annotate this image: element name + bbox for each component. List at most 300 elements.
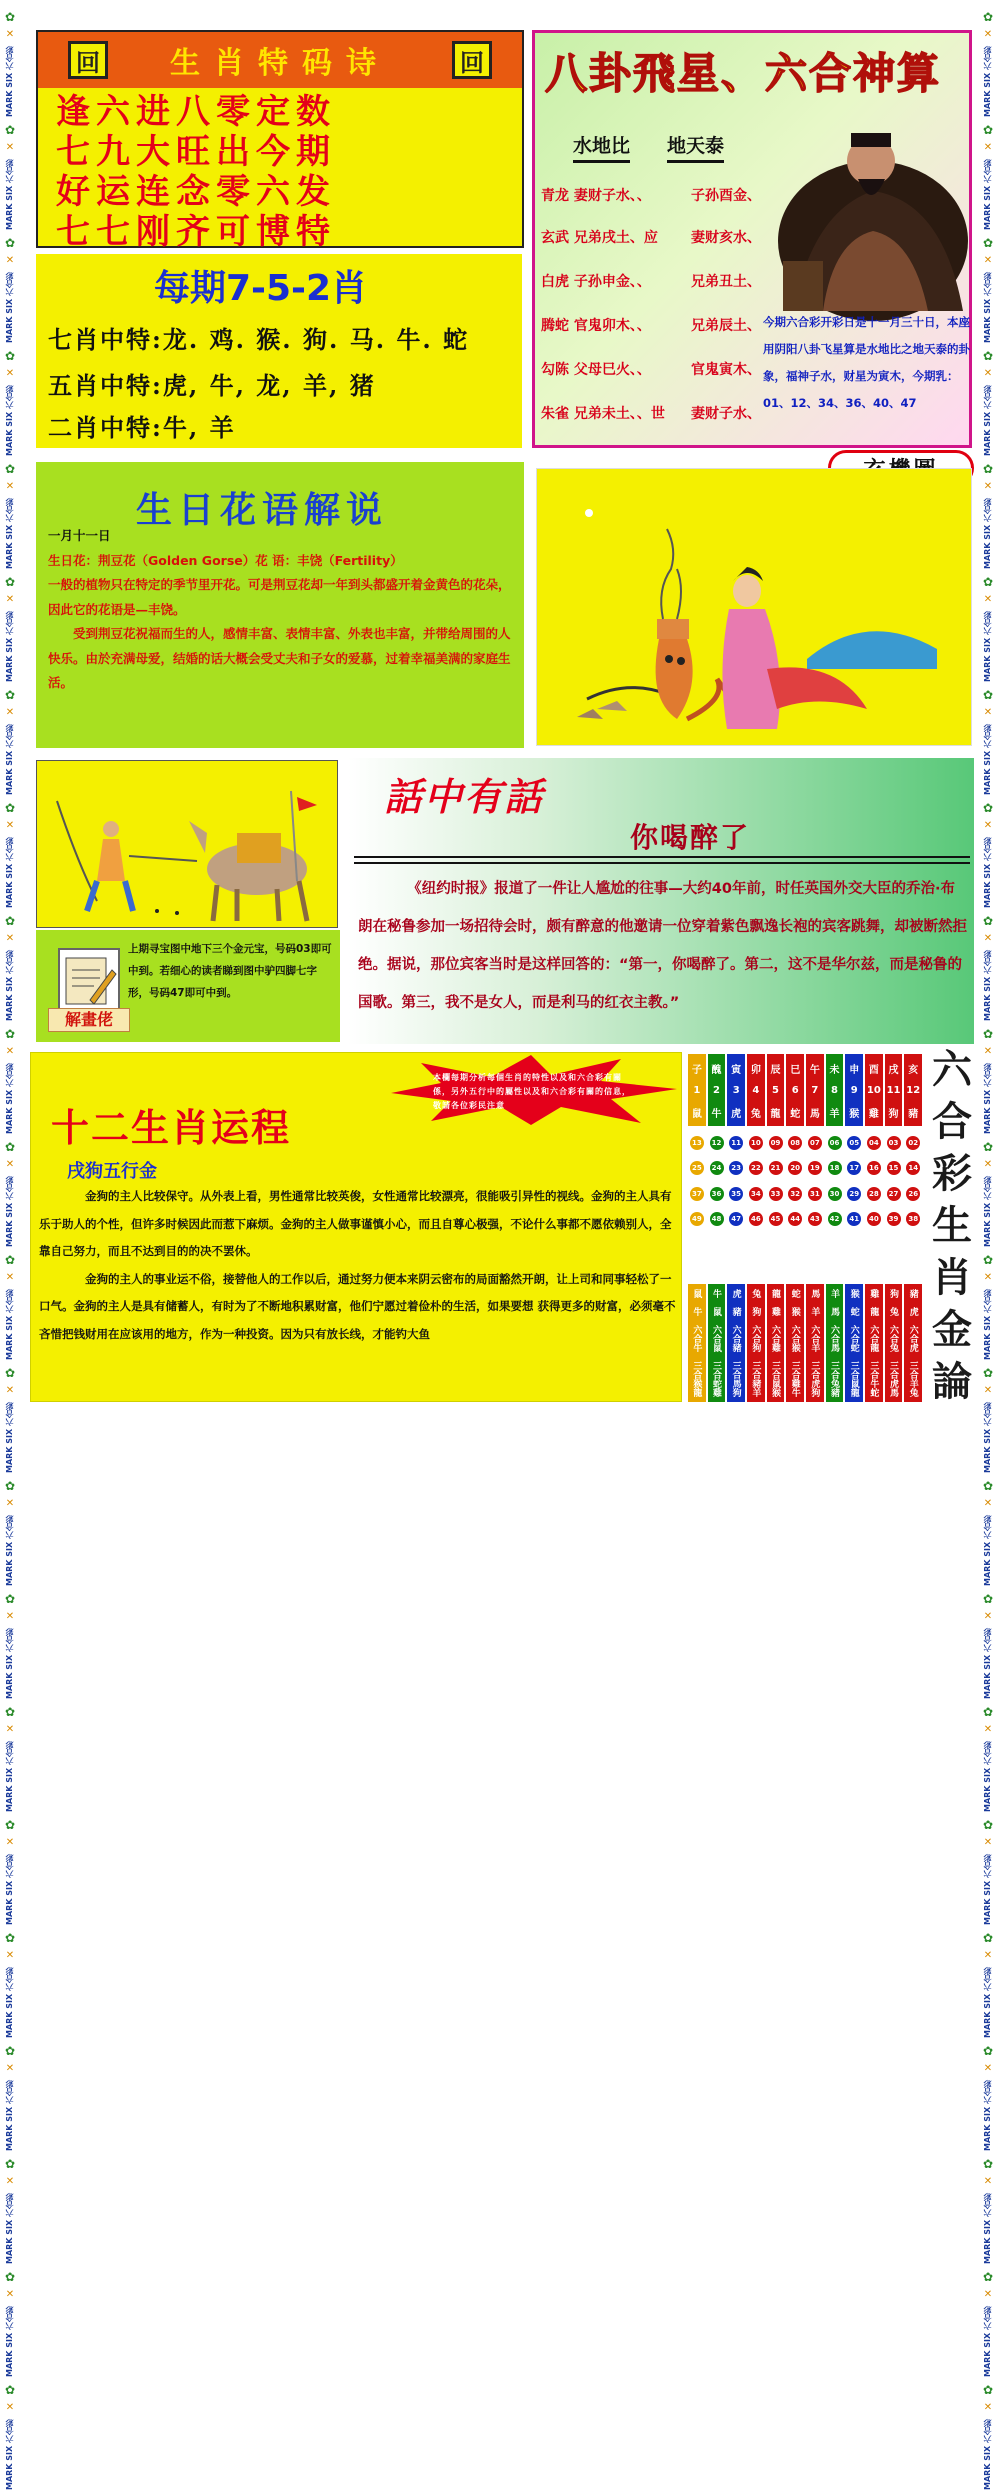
incense-scene-illustration [536, 468, 972, 746]
number-ball: 32 [788, 1187, 802, 1201]
mark-six-label: MARK SIX 六合彩 [983, 1741, 992, 1812]
zodiac-column [904, 1054, 922, 1402]
zodiac-gap [786, 1236, 804, 1284]
zodiac-header-cell: 鼠 [691, 1108, 702, 1120]
gua-row [541, 359, 761, 379]
zodiac-gap [727, 1236, 745, 1284]
saying-divider [354, 856, 970, 864]
number-ball: 23 [729, 1161, 743, 1175]
zodiac-header-cell: 3 [732, 1084, 740, 1096]
zodiac-number-table [688, 1054, 922, 1404]
zodiac-pick-panel [36, 254, 522, 448]
number-ball: 42 [828, 1212, 842, 1226]
zodiac-relations [688, 1284, 706, 1402]
zodiac-relation-cell: 六合猴 [789, 1325, 800, 1353]
flower-ornament-icon: ✿ [4, 349, 16, 363]
mark-six-label: MARK SIX 六合彩 [983, 837, 992, 908]
mark-six-label: MARK SIX 六合彩 [983, 724, 992, 795]
flower-ornament-icon: ✿ [982, 1479, 994, 1493]
zodiac-number-balls [786, 1126, 804, 1236]
number-ball: 02 [906, 1136, 920, 1150]
number-ball: 34 [749, 1187, 763, 1201]
flower-ornament-icon: ✿ [4, 2270, 16, 2284]
mark-six-label: MARK SIX 六合彩 [983, 2306, 992, 2377]
number-ball: 25 [690, 1161, 704, 1175]
donkey-scene-drawing [37, 761, 339, 929]
mark-six-label: MARK SIX 六合彩 [5, 159, 14, 230]
gua-row-right: 妻财亥水、 [691, 230, 761, 246]
flower-ornament-icon: ✿ [4, 1818, 16, 1832]
number-ball: 38 [906, 1212, 920, 1226]
gua-row-right: 妻财子水、 [691, 406, 761, 422]
zodiac-header-cell: 巳 [790, 1064, 801, 1076]
mark-six-label: MARK SIX 六合彩 [983, 611, 992, 682]
zodiac-relation-cell: 龍 [770, 1288, 781, 1298]
zodiac-relations [845, 1284, 863, 1402]
mark-six-label: MARK SIX 六合彩 [5, 2080, 14, 2151]
zodiac-gap [708, 1236, 726, 1284]
cross-ornament-icon: ✕ [5, 1046, 15, 1057]
gua-row-left: 白虎 子孙申金、、 [541, 274, 651, 290]
sage-figure-illustration [753, 121, 973, 321]
fortune-paragraph: 金狗的主人比较保守。从外表上看，男性通常比较英俊，女性通常比较漂亮，很能吸引异性的视线。金狗的主人具有乐于助人的个性，但许多时候因此而惹下麻烦。金狗的主人做事谨慎小心，而且自尊心极强，不论什么事都不愿依赖别人，全靠自己努力，而且不达到目的的决不罢休。 [39, 1189, 672, 1258]
zodiac-header-cell: 12 [906, 1084, 921, 1096]
gua-row [541, 315, 761, 335]
incense-scene-drawing [537, 469, 973, 747]
left-side-strip [0, 0, 20, 2490]
zodiac-header-cell: 8 [831, 1084, 839, 1096]
number-ball: 09 [769, 1136, 783, 1150]
zodiac-relation-cell: 三合鼠龍 [848, 1361, 859, 1398]
flower-ornament-icon: ✿ [4, 1592, 16, 1606]
flower-ornament-icon: ✿ [982, 236, 994, 250]
flower-ornament-icon: ✿ [982, 1931, 994, 1945]
zodiac-relation-cell: 狗 [888, 1288, 899, 1298]
mark-six-label: MARK SIX 六合彩 [983, 1628, 992, 1699]
zodiac-header-cell: 兔 [750, 1108, 761, 1120]
zodiac-relation-cell: 三合虎馬 [888, 1361, 899, 1398]
zodiac-relation-cell: 鼠 [711, 1306, 721, 1316]
saying-body: 《纽约时报》报道了一件让人尴尬的往事—大约40年前，时任英国外交大臣的乔治·布朗在秘鲁参加一场招待会时，颇有醉意的他邀请一位穿着紫色飘逸长袍的宾客跳舞，却被断然拒绝。据说，那位宾客当时是这样回答的：“第一，你喝醉了。第二，这不是华尔兹，而是秘鲁的国歌。第三，我不是女人，而是利马的红衣主教。” [358, 881, 967, 1011]
flower-ornament-icon: ✿ [4, 1253, 16, 1267]
zodiac-gap [767, 1236, 785, 1284]
flower-ornament-icon: ✿ [982, 575, 994, 589]
cross-ornament-icon: ✕ [983, 1611, 993, 1622]
poem-title: 生肖特码诗 [170, 46, 390, 81]
bagua-note: 今期六合彩开彩日是十一月三十日，本座用阴阳八卦飞星算是水地比之地天泰的卦象，福神子水，财星为寅木，今期乳：01、12、34、36、40、47 [763, 315, 970, 410]
mark-six-label: MARK SIX 六合彩 [5, 1967, 14, 2038]
zodiac-relation-cell: 三合蛇雞 [711, 1361, 721, 1398]
cross-ornament-icon: ✕ [5, 2402, 15, 2413]
flower-ornament-icon: ✿ [4, 236, 16, 250]
number-ball: 03 [887, 1136, 901, 1150]
number-ball: 27 [887, 1187, 901, 1201]
zodiac-relations [806, 1284, 824, 1402]
cross-ornament-icon: ✕ [5, 481, 15, 492]
zodiac-header-cell: 牛 [711, 1108, 722, 1120]
birthday-flower-panel [36, 462, 524, 748]
cross-ornament-icon: ✕ [5, 1837, 15, 1848]
flower-ornament-icon: ✿ [4, 10, 16, 24]
zodiac-header-cell: 子 [691, 1064, 702, 1076]
zodiac-header-cell: 醜 [711, 1064, 722, 1076]
mark-six-label: MARK SIX 六合彩 [983, 950, 992, 1021]
zodiac-relation-cell: 三合羊兔 [907, 1361, 918, 1398]
mark-six-label: MARK SIX 六合彩 [983, 2419, 992, 2490]
mark-six-label: MARK SIX 六合彩 [5, 1854, 14, 1925]
number-ball: 12 [710, 1136, 724, 1150]
bagua-title: 八卦飛星、六合神算 [545, 49, 942, 98]
mark-six-label: MARK SIX 六合彩 [5, 46, 14, 117]
zodiac-columns [688, 1054, 922, 1402]
mark-six-label: MARK SIX 六合彩 [983, 1967, 992, 2038]
right-side-strip [978, 0, 998, 2490]
zodiac-header-cell: 豬 [908, 1108, 919, 1120]
cross-ornament-icon: ✕ [5, 933, 15, 944]
flower-ornament-icon: ✿ [982, 1140, 994, 1154]
pick-row-seven: 七肖中特:龙. 鸡. 猴. 狗. 马. 牛. 蛇 [48, 325, 470, 354]
mark-six-label: MARK SIX 六合彩 [983, 385, 992, 456]
gua-head-earth-heaven: 地天泰 [667, 131, 724, 163]
flower-ornament-icon: ✿ [982, 123, 994, 137]
number-ball: 04 [867, 1136, 881, 1150]
number-ball: 06 [828, 1136, 842, 1150]
pick-row-five: 五肖中特:虎, 牛, 龙, 羊, 猪 [48, 371, 376, 400]
zodiac-relation-cell: 豬 [730, 1306, 741, 1316]
mark-six-label: MARK SIX 六合彩 [5, 1289, 14, 1360]
zodiac-header-cell: 5 [772, 1084, 779, 1096]
zodiac-column [747, 1054, 765, 1402]
number-ball: 47 [729, 1212, 743, 1226]
zodiac-header-cell: 9 [850, 1084, 858, 1096]
zodiac-header-cell: 10 [866, 1084, 881, 1096]
notebook-icon [58, 948, 120, 1012]
flower-ornament-icon: ✿ [982, 462, 994, 476]
zodiac-number-balls [865, 1126, 883, 1236]
cross-ornament-icon: ✕ [983, 2402, 993, 2413]
mark-six-label: MARK SIX 六合彩 [983, 1289, 992, 1360]
cross-ornament-icon: ✕ [983, 142, 993, 153]
zodiac-header-cell: 7 [811, 1084, 819, 1096]
flower-ornament-icon: ✿ [4, 1705, 16, 1719]
zodiac-column [865, 1054, 883, 1402]
zodiac-gap [865, 1236, 883, 1284]
mark-six-label: MARK SIX 六合彩 [5, 1515, 14, 1586]
flower-ornament-icon: ✿ [982, 2044, 994, 2058]
zodiac-column-header [904, 1054, 922, 1126]
flower-line: 生日花：荆豆花（Golden Gorse）花 语：丰饶（Fertility） [48, 552, 403, 568]
zodiac-relation-cell: 蛇 [848, 1306, 859, 1316]
number-ball: 48 [710, 1212, 724, 1226]
zodiac-column-header [806, 1054, 824, 1126]
zodiac-relations [786, 1284, 804, 1402]
cross-ornament-icon: ✕ [983, 1724, 993, 1735]
number-ball: 43 [808, 1212, 822, 1226]
mark-six-label: MARK SIX 六合彩 [5, 1402, 14, 1473]
number-ball: 35 [729, 1187, 743, 1201]
mark-six-label: MARK SIX 六合彩 [5, 2419, 14, 2490]
number-ball: 37 [690, 1187, 704, 1201]
cross-ornament-icon: ✕ [983, 1950, 993, 1961]
zodiac-gap [885, 1236, 903, 1284]
zodiac-header-cell: 辰 [770, 1064, 781, 1076]
zodiac-relation-cell: 六合馬 [829, 1325, 840, 1353]
cross-ornament-icon: ✕ [983, 255, 993, 266]
gua-row-left: 青龙 妻财子水、、 [541, 188, 651, 204]
zodiac-relation-cell: 六合兔 [888, 1325, 899, 1353]
zodiac-header-cell: 4 [752, 1084, 760, 1096]
gua-row [541, 227, 761, 247]
gua-row-left: 玄武 兄弟戌土、应 [541, 230, 658, 246]
mark-six-label: MARK SIX 六合彩 [5, 1063, 14, 1134]
mark-six-label: MARK SIX 六合彩 [983, 1402, 992, 1473]
zodiac-relation-cell: 虎 [907, 1306, 918, 1316]
cross-ornament-icon: ✕ [983, 1837, 993, 1848]
zodiac-header-cell: 猴 [849, 1108, 860, 1120]
zodiac-column-header [708, 1054, 726, 1126]
zodiac-relation-cell: 虎 [730, 1288, 741, 1298]
zodiac-column-header [885, 1054, 903, 1126]
cross-ornament-icon: ✕ [5, 707, 15, 718]
zodiac-number-balls [688, 1126, 706, 1236]
zodiac-column [688, 1054, 706, 1402]
number-ball: 05 [847, 1136, 861, 1150]
zodiac-column-header [845, 1054, 863, 1126]
zodiac-relation-cell: 三合馬狗 [730, 1361, 741, 1398]
mark-six-label: MARK SIX 六合彩 [983, 159, 992, 230]
cross-ornament-icon: ✕ [983, 1272, 993, 1283]
zodiac-relation-cell: 六合虎 [907, 1325, 918, 1353]
zodiac-relation-cell: 三合鼠猴 [770, 1361, 781, 1398]
zodiac-relations [826, 1284, 844, 1402]
zodiac-relation-cell: 猴 [848, 1288, 859, 1298]
mark-six-label: MARK SIX 六合彩 [5, 498, 14, 569]
mark-six-label: MARK SIX 六合彩 [5, 837, 14, 908]
zodiac-relation-cell: 三合兔豬 [829, 1361, 840, 1398]
flower-ornament-icon: ✿ [982, 2270, 994, 2284]
cross-ornament-icon: ✕ [983, 933, 993, 944]
zodiac-header-cell: 未 [829, 1064, 840, 1076]
gua-row [541, 403, 761, 423]
zodiac-header-cell: 戌 [888, 1064, 899, 1076]
number-ball: 11 [729, 1136, 743, 1150]
number-ball: 24 [710, 1161, 724, 1175]
gua-row-left: 腾蛇 官鬼卯木、、 [541, 318, 651, 334]
cross-ornament-icon: ✕ [5, 820, 15, 831]
zodiac-column [786, 1054, 804, 1402]
number-ball: 33 [769, 1187, 783, 1201]
number-ball: 19 [808, 1161, 822, 1175]
riddle-answer-panel [36, 930, 340, 1042]
gua-row [541, 185, 761, 205]
zodiac-column [767, 1054, 785, 1402]
cross-ornament-icon: ✕ [5, 1159, 15, 1170]
flower-ornament-icon: ✿ [4, 1027, 16, 1041]
zodiac-relation-cell: 龍 [868, 1306, 879, 1316]
zodiac-relation-cell: 六合蛇 [848, 1325, 859, 1353]
fortune-title: 十二生肖运程 [51, 1105, 292, 1150]
bagua-panel [532, 30, 972, 448]
zodiac-relations [708, 1284, 726, 1402]
flower-ornament-icon: ✿ [4, 1479, 16, 1493]
zodiac-relation-cell: 兔 [750, 1288, 761, 1298]
cross-ornament-icon: ✕ [983, 368, 993, 379]
flower-paragraph: 受到荆豆花祝福而生的人，感情丰富、表情丰富、外表也丰富，并带给周围的人快乐。由於充满母爱，结婚的话大概会受丈夫和子女的爱慕，过着幸福美满的家庭生活。 [48, 626, 511, 690]
cross-ornament-icon: ✕ [5, 2289, 15, 2300]
zodiac-number-balls [885, 1126, 903, 1236]
flower-ornament-icon: ✿ [982, 1592, 994, 1606]
number-ball: 45 [769, 1212, 783, 1226]
zodiac-number-balls [845, 1126, 863, 1236]
zodiac-header-cell: 6 [791, 1084, 799, 1096]
zodiac-relation-cell: 六合羊 [809, 1325, 820, 1353]
mark-six-label: MARK SIX 六合彩 [5, 2306, 14, 2377]
zodiac-header-cell: 卯 [750, 1064, 761, 1076]
zodiac-number-balls [747, 1126, 765, 1236]
zodiac-header-cell: 羊 [829, 1108, 840, 1120]
zodiac-relation-cell: 牛 [691, 1306, 702, 1316]
number-ball: 22 [749, 1161, 763, 1175]
number-ball: 46 [749, 1212, 763, 1226]
cross-ornament-icon: ✕ [5, 2063, 15, 2074]
flower-ornament-icon: ✿ [4, 1931, 16, 1945]
mark-six-label: MARK SIX 六合彩 [983, 1176, 992, 1247]
cross-ornament-icon: ✕ [5, 1950, 15, 1961]
mark-six-label: MARK SIX 六合彩 [5, 1628, 14, 1699]
zodiac-header-cell: 酉 [868, 1064, 879, 1076]
mark-six-label: MARK SIX 六合彩 [5, 724, 14, 795]
flower-ornament-icon: ✿ [4, 123, 16, 137]
flower-ornament-icon: ✿ [982, 914, 994, 928]
flower-ornament-icon: ✿ [982, 2383, 994, 2397]
zodiac-table-title: 六合彩生肖金論 [932, 1046, 972, 1405]
words-within-words-panel [348, 758, 974, 1044]
saying-subtitle: 你喝醉了 [630, 821, 751, 854]
saying-title: 話中有話 [384, 774, 545, 819]
zodiac-relation-cell: 三合猴龍 [691, 1361, 702, 1398]
hui-ornament-right: 回 [452, 41, 492, 79]
number-ball: 18 [828, 1161, 842, 1175]
zodiac-number-balls [826, 1126, 844, 1236]
pick-row-two: 二肖中特:牛, 羊 [48, 413, 236, 442]
riddle-text: 上期寻宝图中地下三个金元宝，号码03即可中到。若细心的读者睇到图中驴四脚七字形，号码47即可中到。 [128, 943, 332, 999]
zodiac-relation-cell: 鼠 [691, 1288, 702, 1298]
cross-ornament-icon: ✕ [5, 142, 15, 153]
mark-six-label: MARK SIX 六合彩 [983, 1515, 992, 1586]
number-ball: 30 [828, 1187, 842, 1201]
number-ball: 16 [867, 1161, 881, 1175]
flower-date: 一月十一日 [48, 528, 111, 543]
mark-six-label: MARK SIX 六合彩 [5, 385, 14, 456]
zodiac-column-header [786, 1054, 804, 1126]
poem-line: 七九大旺出今期 [56, 132, 336, 172]
number-ball: 41 [847, 1212, 861, 1226]
cross-ornament-icon: ✕ [983, 1498, 993, 1509]
fortune-subtitle: 戌狗五行金 [67, 1161, 157, 1182]
number-ball: 08 [788, 1136, 802, 1150]
zodiac-header-cell: 蛇 [790, 1108, 801, 1120]
cross-ornament-icon: ✕ [983, 481, 993, 492]
mark-six-label: MARK SIX 六合彩 [5, 611, 14, 682]
cross-ornament-icon: ✕ [5, 1272, 15, 1283]
zodiac-column-header [747, 1054, 765, 1126]
zodiac-column-header [826, 1054, 844, 1126]
zodiac-gap [747, 1236, 765, 1284]
zodiac-column [806, 1054, 824, 1402]
cross-ornament-icon: ✕ [5, 1724, 15, 1735]
flower-paragraph: 一般的植物只在特定的季节里开花。可是荆豆花却一年到头都盛开着金黄色的花朵，因此它的花语是—丰饶。 [48, 577, 511, 617]
zodiac-number-balls [767, 1126, 785, 1236]
flower-ornament-icon: ✿ [982, 10, 994, 24]
number-ball: 40 [867, 1212, 881, 1226]
zodiac-relation-cell: 雞 [770, 1306, 781, 1316]
mark-six-label: MARK SIX 六合彩 [5, 1741, 14, 1812]
number-ball: 15 [887, 1161, 901, 1175]
zodiac-relation-cell: 馬 [829, 1306, 840, 1316]
zodiac-relation-cell: 雞 [868, 1288, 879, 1298]
starburst-text: 本欄每期分析每個生肖的特性以及和六合彩有關係，另外五行中的屬性以及和六合彩有關的信息，敬請各位彩民注意 [433, 1073, 631, 1110]
zodiac-relation-cell: 猴 [789, 1306, 800, 1316]
cross-ornament-icon: ✕ [5, 594, 15, 605]
flower-ornament-icon: ✿ [4, 1140, 16, 1154]
zodiac-header-cell: 亥 [908, 1064, 919, 1076]
number-ball: 17 [847, 1161, 861, 1175]
mark-six-label: MARK SIX 六合彩 [983, 2080, 992, 2151]
zodiac-header-cell: 1 [693, 1084, 701, 1096]
zodiac-relation-cell: 六合狗 [750, 1325, 761, 1353]
zodiac-relation-cell: 六合豬 [730, 1325, 741, 1353]
number-ball: 10 [749, 1136, 763, 1150]
number-ball: 07 [808, 1136, 822, 1150]
zodiac-relation-cell: 馬 [809, 1288, 820, 1298]
mark-six-label: MARK SIX 六合彩 [5, 2193, 14, 2264]
zodiac-relation-cell: 三合虎狗 [809, 1361, 820, 1398]
cross-ornament-icon: ✕ [5, 1498, 15, 1509]
zodiac-relation-cell: 三合雞牛 [789, 1361, 800, 1398]
number-ball: 26 [906, 1187, 920, 1201]
flower-ornament-icon: ✿ [4, 462, 16, 476]
cross-ornament-icon: ✕ [983, 1385, 993, 1396]
number-ball: 21 [769, 1161, 783, 1175]
cross-ornament-icon: ✕ [5, 1611, 15, 1622]
poem-line: 逢六进八零定数 [56, 92, 336, 132]
flower-ornament-icon: ✿ [4, 914, 16, 928]
zodiac-relation-cell: 六合牛 [691, 1325, 702, 1353]
flower-ornament-icon: ✿ [982, 1818, 994, 1832]
zodiac-relation-cell: 三合牛蛇 [868, 1361, 879, 1398]
cross-ornament-icon: ✕ [983, 1159, 993, 1170]
flower-ornament-icon: ✿ [4, 688, 16, 702]
zodiac-relations [767, 1284, 785, 1402]
zodiac-number-balls [806, 1126, 824, 1236]
zodiac-header-cell: 雞 [868, 1108, 879, 1120]
cross-ornament-icon: ✕ [5, 1385, 15, 1396]
zodiac-relation-cell: 狗 [750, 1306, 761, 1316]
poem-line: 好运连念零六发 [56, 172, 336, 212]
cross-ornament-icon: ✕ [983, 707, 993, 718]
zodiac-column [727, 1054, 745, 1402]
zodiac-gap [845, 1236, 863, 1284]
cross-ornament-icon: ✕ [983, 29, 993, 40]
number-ball: 28 [867, 1187, 881, 1201]
flower-ornament-icon: ✿ [4, 2157, 16, 2171]
zodiac-header-cell: 午 [809, 1064, 820, 1076]
cross-ornament-icon: ✕ [983, 820, 993, 831]
fortune-body [39, 1183, 679, 1348]
cross-ornament-icon: ✕ [5, 2176, 15, 2187]
flower-ornament-icon: ✿ [4, 2383, 16, 2397]
zodiac-number-balls [727, 1126, 745, 1236]
